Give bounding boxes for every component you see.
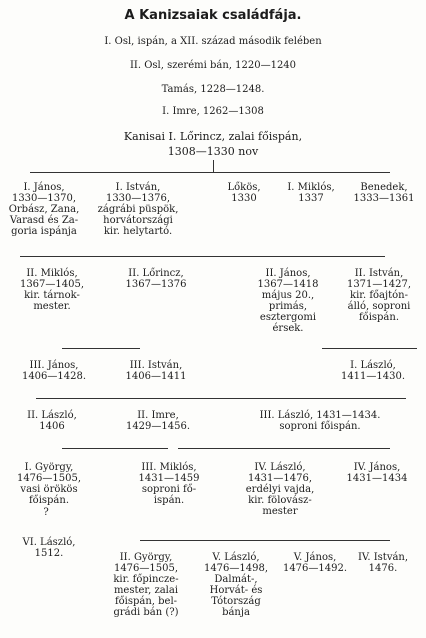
gen-osl-ii: II. Osl, szerémi bán, 1220—1240 xyxy=(129,60,297,71)
gen-imre-i: I. Imre, 1262—1308 xyxy=(162,106,264,117)
person-gyorgy-ii: II. György, 1476—1505, kir. főpincze- mester, zalai főispán, bel- grádi bán (?) xyxy=(113,552,179,618)
person-janos-ii: II. János, 1367—1418 május 20., primás, esztergomi érsek. xyxy=(257,268,319,334)
person-miklos-iii: III. Miklós, 1431—1459 soproni fő- ispán. xyxy=(138,462,200,506)
connector-line xyxy=(62,448,168,449)
unknown-question-mark: ? xyxy=(43,507,49,518)
connector-line xyxy=(178,448,390,449)
person-janos-i: I. János, 1330—1370, Orbász, Zana, Varasd és Za- goria ispánja xyxy=(8,182,80,237)
person-istvan-iv: IV. István, 1476. xyxy=(357,552,409,574)
connector-line xyxy=(30,172,390,173)
person-laszlo-ii: II. László, 1406 xyxy=(27,410,77,432)
person-laszlo-iii: III. László, 1431—1434. soproni főispán. xyxy=(259,410,381,432)
page-title: A Kanizsaiak családfája. xyxy=(124,8,302,23)
person-janos-v: V. János, 1476—1492. xyxy=(282,552,348,574)
person-janos-iii: III. János, 1406—1428. xyxy=(21,360,87,382)
connector-line xyxy=(322,348,417,349)
connector-line xyxy=(20,256,385,257)
person-istvan-iii: III. István, 1406—1411 xyxy=(125,360,187,382)
person-laszlo-v: V. László, 1476—1498, Dalmát-, Horvát- és Tótország bánja xyxy=(203,552,269,618)
connector-line xyxy=(140,540,390,541)
person-janos-iv: IV. János, 1431—1434 xyxy=(346,462,408,484)
person-laszlo-iv: IV. László, 1431—1476, erdélyi vajda, kir. fölovász- mester xyxy=(245,462,315,517)
gen-osl-i: I. Osl, ispán, a XII. század második felében xyxy=(104,36,322,47)
connector-line xyxy=(36,398,406,399)
person-istvan-ii: II. István, 1371—1427, kir. főajtón- álló, soproni főispán. xyxy=(346,268,412,323)
person-gyorgy-i: I. György, 1476—1505, vasi örökös főispán. xyxy=(16,462,82,506)
person-miklos-i: I. Miklós, 1337 xyxy=(287,182,335,204)
person-istvan-i: I. István, 1330—1376, zágrábi püspök, horvátországi kir. helytartó. xyxy=(97,182,179,237)
connector-line xyxy=(62,348,140,349)
connector-line xyxy=(213,160,214,172)
person-lokos: Lőkös, 1330 xyxy=(227,182,261,204)
gen-tamas: Tamás, 1228—1248. xyxy=(161,84,265,95)
gen-lorincz-i-line2: 1308—1330 nov xyxy=(167,145,259,158)
person-miklos-ii: II. Miklós, 1367—1405, kir. tárnok- mester. xyxy=(19,268,85,312)
person-imre-ii: II. Imre, 1429—1456. xyxy=(125,410,191,432)
person-benedek: Benedek, 1333—1361 xyxy=(353,182,415,204)
person-lorincz-ii: II. Lőrincz, 1367—1376 xyxy=(125,268,187,290)
person-laszlo-vi: VI. László, 1512. xyxy=(22,537,76,559)
gen-lorincz-i-line1: Kanisai I. Lőrincz, zalai főispán, xyxy=(123,130,303,143)
person-laszlo-i: I. László, 1411—1430. xyxy=(340,360,406,382)
